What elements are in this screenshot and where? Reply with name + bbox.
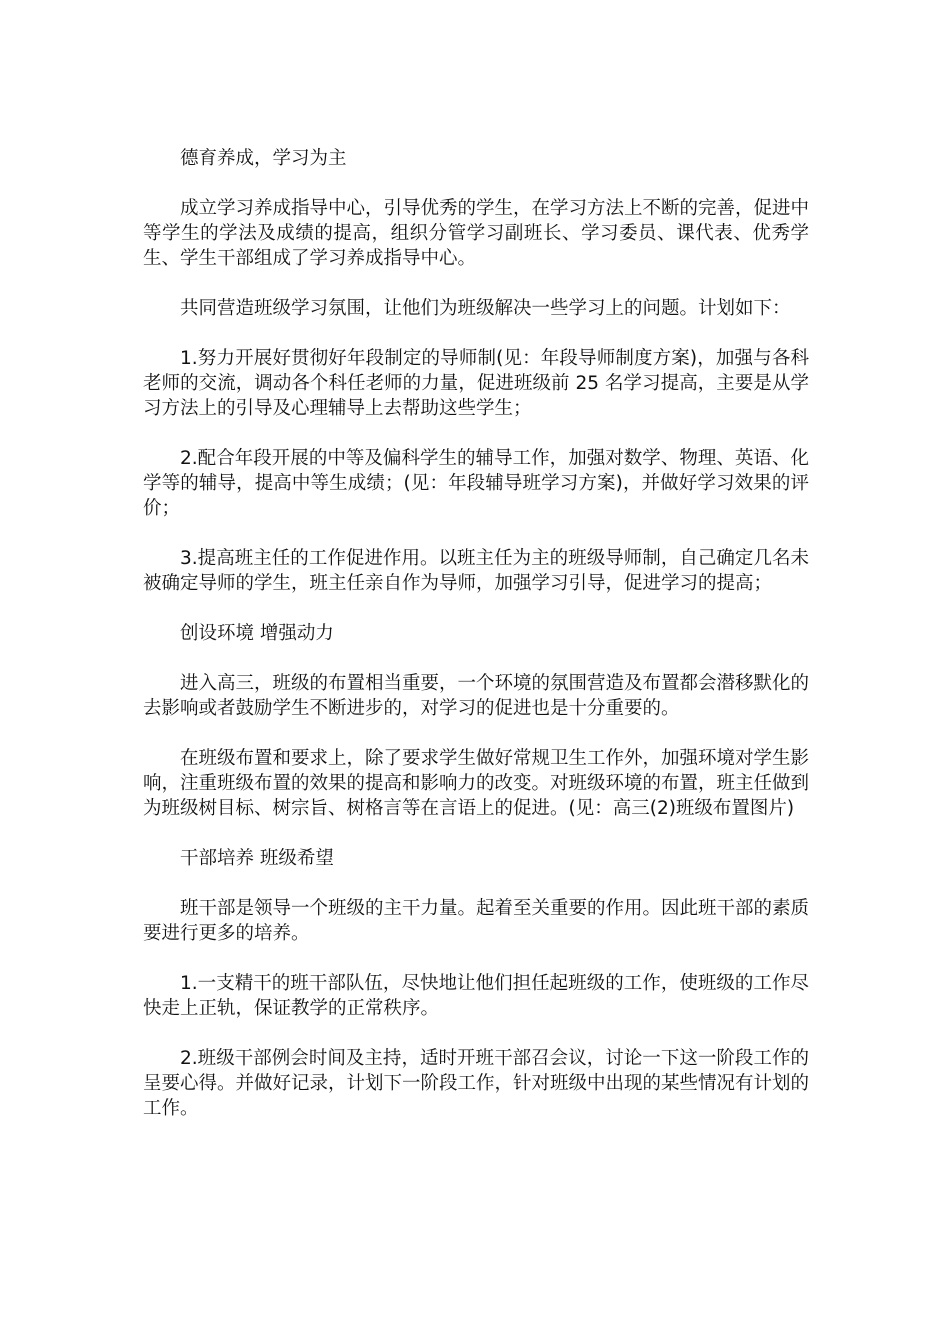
section-heading-moral-study: 德育养成，学习为主: [180, 148, 347, 169]
document-body: [143, 146, 809, 1146]
paragraph-cadre-item-1: 1.一支精干的班干部队伍，尽快地让他们担任起班级的工作，使班级的工作尽快走上正轨，保证教学的正常秩序。: [143, 973, 809, 1019]
paragraph-environment-intro: 进入高三，班级的布置相当重要，一个环境的氛围营造及布置都会潜移默化的去影响或者鼓励学生不断进步的，对学习的促进也是十分重要的。: [143, 673, 810, 719]
paragraph-cadre-intro: 班干部是领导一个班级的主干力量。起着至关重要的作用。因此班干部的素质要进行更多的培养。: [143, 898, 810, 944]
paragraph-cadre-item-2: 2.班级干部例会时间及主持，适时开班干部召会议，讨论一下这一阶段工作的呈要心得。并做好记录，计划下一阶段工作，针对班级中出现的某些情况有计划的工作。: [143, 1048, 810, 1119]
paragraph-plan-item-1: 1.努力开展好贯彻好年段制定的导师制(见：年段导师制度方案)，加强与各科老师的交流，调动各个科任老师的力量，促进班级前 25 名学习提高，主要是从学习方法上的引导及心理辅导上去帮助这些学生；: [143, 348, 809, 419]
paragraph-plan-item-2: 2.配合年段开展的中等及偏科学生的辅导工作，加强对数学、物理、英语、化学等的辅导，提高中等生成绩；(见：年段辅导班学习方案)，并做好学习效果的评价；: [143, 448, 809, 519]
section-heading-cadre: 干部培养 班级希望: [180, 848, 334, 869]
section-heading-environment: 创设环境 增强动力: [180, 623, 334, 644]
paragraph-environment-layout: 在班级布置和要求上，除了要求学生做好常规卫生工作外，加强环境对学生影响，注重班级布置的效果的提高和影响力的改变。对班级环境的布置，班主任做到为班级树目标、树宗旨、树格言等在言语上的促进。(见：高三(2)班级布置图片): [143, 748, 810, 819]
paragraph-study-center: 成立学习养成指导中心，引导优秀的学生，在学习方法上不断的完善，促进中等学生的学法及成绩的提高，组织分管学习副班长、学习委员、课代表、优秀学生、学生干部组成了学习养成指导中心。: [143, 198, 810, 269]
paragraph-plan-intro: 共同营造班级学习氛围，让他们为班级解决一些学习上的问题。计划如下：: [180, 298, 791, 319]
paragraph-plan-item-3: 3.提高班主任的工作促进作用。以班主任为主的班级导师制，自己确定几名未被确定导师的学生，班主任亲自作为导师，加强学习引导，促进学习的提高；: [143, 548, 809, 594]
